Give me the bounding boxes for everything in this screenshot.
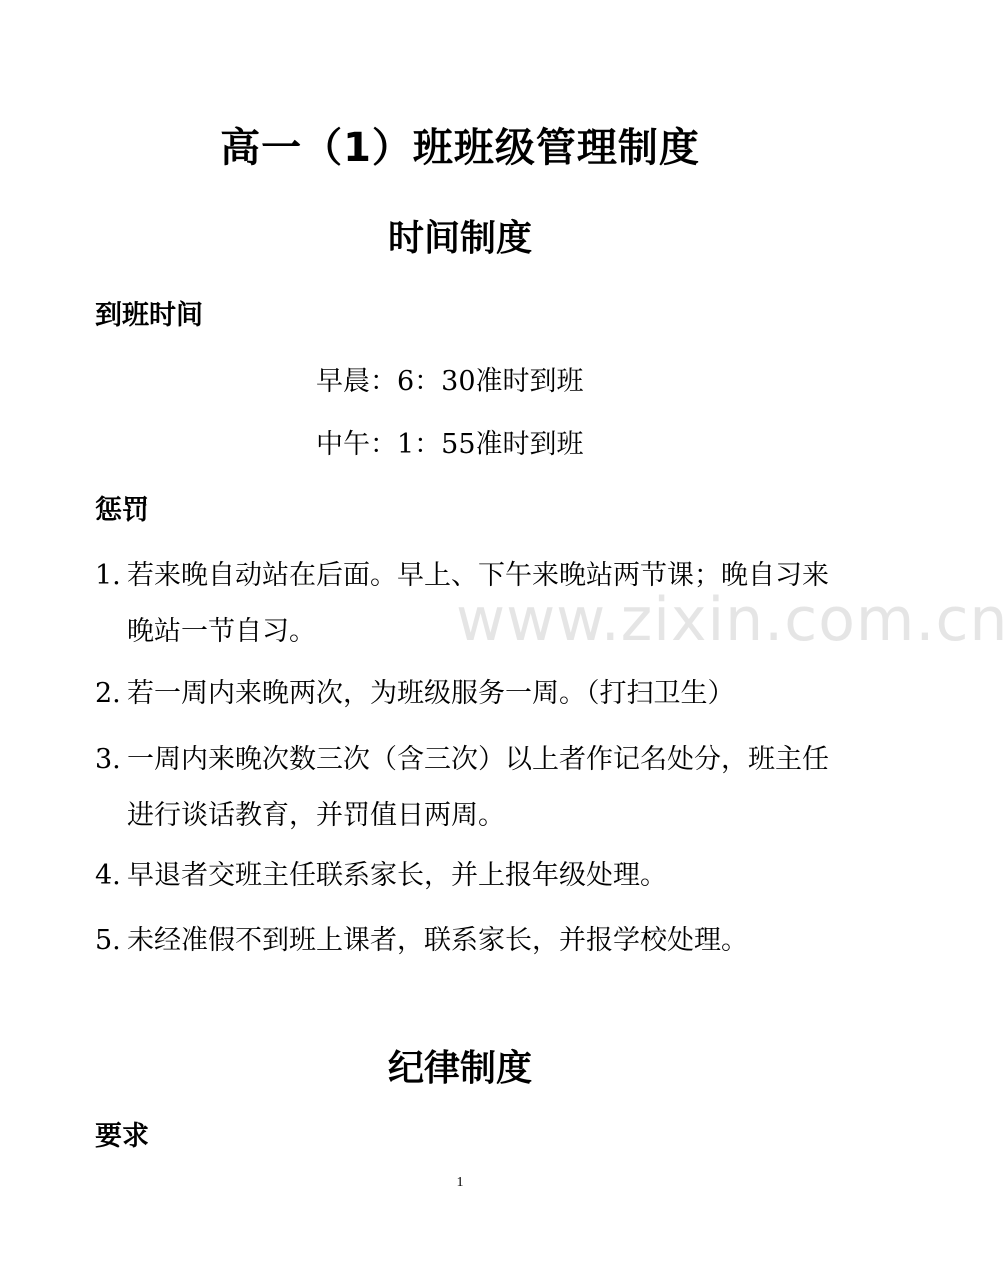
penalty-item-number: 1. — [95, 560, 121, 591]
subheading-requirements: 要求 — [95, 1121, 149, 1152]
penalty-item-number: 3. — [95, 744, 121, 775]
penalty-item-2 — [95, 666, 835, 722]
penalty-item-5 — [95, 913, 835, 969]
document-title: 高一（1）班班级管理制度 — [220, 125, 700, 171]
penalty-item-text: 未经准假不到班上课者，联系家长，并报学校处理。 — [127, 925, 748, 956]
penalty-item-text: 一周内来晚次数三次（含三次）以上者作记名处分，班主任进行谈话教育，并罚值日两周。 — [127, 744, 829, 831]
section-heading-discipline: 纪律制度 — [387, 1048, 532, 1089]
penalty-item-text: 若一周内来晚两次，为班级服务一周。（打扫卫生） — [127, 678, 735, 709]
watermark: www.zixin.com.cn — [456, 585, 1008, 655]
subheading-penalty: 惩罚 — [95, 495, 149, 526]
penalty-item-text: 早退者交班主任联系家长，并上报年级处理。 — [127, 860, 667, 891]
penalty-item-number: 4. — [95, 860, 121, 891]
page-number: 1 — [456, 1175, 464, 1190]
penalty-item-3 — [95, 732, 835, 844]
penalty-item-text: 若来晚自动站在后面。早上、下午来晚站两节课；晚自习来晚站一节自习。 — [127, 560, 829, 647]
subheading-arrival-time: 到班时间 — [95, 300, 203, 331]
section-heading-time: 时间制度 — [387, 218, 532, 259]
penalty-item-number: 2. — [95, 678, 121, 709]
arrival-noon: 中午：1：55准时到班 — [316, 429, 584, 460]
penalty-item-4 — [95, 848, 835, 904]
arrival-morning: 早晨：6：30准时到班 — [316, 366, 584, 397]
penalty-item-1 — [95, 548, 835, 660]
penalty-item-number: 5. — [95, 925, 121, 956]
